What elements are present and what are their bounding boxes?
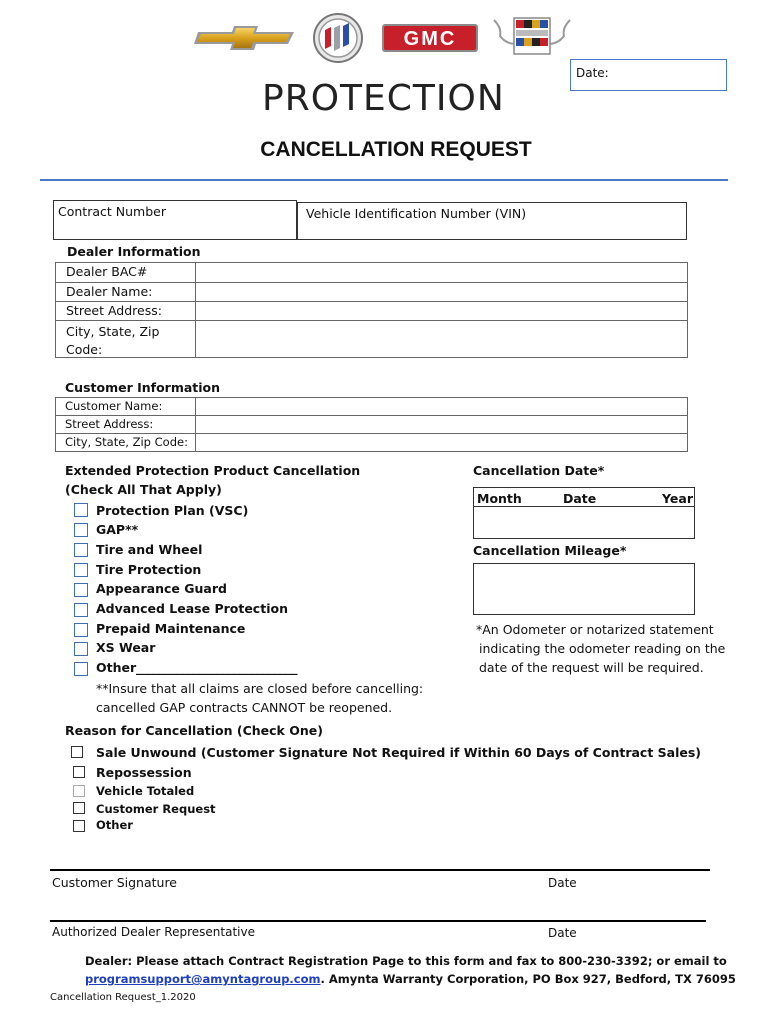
product-label: Prepaid Maintenance [96, 621, 246, 636]
dealer-signature-line[interactable] [50, 920, 706, 922]
buick-logo [312, 12, 364, 64]
checkbox-prepaid-maintenance[interactable] [74, 623, 88, 637]
contract-number-field[interactable] [53, 200, 297, 240]
product-label: Appearance Guard [96, 581, 227, 596]
reason-heading: Reason for Cancellation (Check One) [65, 723, 323, 738]
form-id: Cancellation Request_1.2020 [50, 992, 196, 1003]
product-label: XS Wear [96, 640, 156, 655]
product-label: Other [96, 660, 137, 675]
checkbox-gap[interactable] [74, 523, 88, 537]
cadillac-logo [492, 14, 572, 58]
gap-note-cont: cancelled GAP contracts CANNOT be reopened. [96, 700, 393, 715]
cancellation-date-heading: Cancellation Date* [473, 463, 605, 478]
footer-address: . Amynta Warranty Corporation, PO Box 927, Bedford, TX 76095 [320, 972, 736, 986]
mileage-field[interactable] [473, 563, 695, 615]
checkbox-tire-wheel[interactable] [74, 543, 88, 557]
odometer-note-cont: date of the request will be required. [479, 660, 704, 675]
customer-city-label: City, State, Zip Code: [65, 435, 188, 449]
product-heading: Extended Protection Product Cancellation [65, 463, 361, 478]
dealer-street-input[interactable] [196, 302, 687, 320]
dealer-name-input[interactable] [196, 283, 687, 301]
dealer-city-label-cont: Code: [66, 342, 103, 357]
support-email-link[interactable]: programsupport@amyntagroup.com [85, 972, 321, 986]
mileage-heading: Cancellation Mileage* [473, 543, 627, 558]
date-label: Date: [576, 66, 609, 80]
footer-instructions-cont [85, 972, 736, 986]
checkbox-repossession[interactable] [73, 766, 85, 778]
product-label: Advanced Lease Protection [96, 601, 288, 616]
contract-number-label: Contract Number [58, 204, 166, 219]
odometer-note-cont: indicating the odometer reading on the [479, 641, 726, 656]
dealer-city-label: City, State, Zip [66, 324, 160, 339]
checkbox-other-reason[interactable] [73, 820, 85, 832]
checkbox-appearance-guard[interactable] [74, 583, 88, 597]
customer-signature-label: Customer Signature [52, 875, 177, 890]
gmc-logo [382, 24, 478, 52]
date-header-underline [474, 506, 694, 507]
dealer-name-label: Dealer Name: [66, 284, 153, 299]
dealer-info-heading: Dealer Information [67, 244, 201, 259]
product-label: Tire and Wheel [96, 542, 203, 557]
reason-label: Other [96, 818, 133, 832]
month-label: Month [477, 491, 522, 506]
odometer-note: *An Odometer or notarized statement [476, 622, 714, 637]
product-label: GAP** [96, 522, 139, 537]
dealer-signature-label: Authorized Dealer Representative [52, 925, 255, 939]
reason-label: Customer Request [96, 802, 216, 816]
dealer-bac-label: Dealer BAC# [66, 264, 148, 279]
customer-signature-date-label: Date [548, 876, 577, 890]
checkbox-advanced-lease[interactable] [74, 603, 88, 617]
day-label: Date [563, 491, 597, 506]
reason-label: Vehicle Totaled [96, 784, 195, 798]
dealer-signature-date-label: Date [548, 926, 577, 940]
customer-signature-line[interactable] [50, 869, 710, 871]
protection-title: PROTECTION [262, 78, 505, 119]
reason-label: Repossession [96, 765, 192, 780]
form-title: CANCELLATION REQUEST [260, 138, 532, 161]
dealer-bac-input[interactable] [196, 263, 687, 282]
dealer-street-label: Street Address: [66, 303, 162, 318]
product-label: Tire Protection [96, 562, 202, 577]
other-product-line[interactable]: ____________________________ [136, 660, 297, 675]
customer-name-input[interactable] [196, 398, 687, 415]
title-divider [40, 179, 728, 181]
gap-note: **Insure that all claims are closed before cancelling: [96, 681, 424, 696]
dealer-city-input[interactable] [196, 321, 687, 357]
checkbox-protection-plan[interactable] [74, 503, 88, 517]
product-label: Protection Plan (VSC) [96, 503, 249, 518]
customer-street-label: Street Address: [65, 417, 154, 431]
year-label: Year [662, 491, 693, 506]
checkbox-sale-unwound[interactable] [71, 746, 83, 758]
checkbox-tire-protection[interactable] [74, 563, 88, 577]
customer-city-input[interactable] [196, 434, 687, 451]
checkbox-other-product[interactable] [74, 662, 88, 676]
gmc-logo-text: GMC [403, 28, 457, 50]
customer-info-heading: Customer Information [65, 380, 221, 395]
customer-street-input[interactable] [196, 416, 687, 433]
date-field[interactable] [570, 59, 727, 91]
checkbox-customer-request[interactable] [73, 802, 85, 814]
checkbox-xs-wear[interactable] [74, 642, 88, 656]
vin-label: Vehicle Identification Number (VIN) [306, 206, 527, 221]
customer-name-label: Customer Name: [65, 399, 163, 413]
chevrolet-logo [194, 24, 298, 52]
product-subheading: (Check All That Apply) [65, 482, 222, 497]
reason-label: Sale Unwound (Customer Signature Not Required if Within 60 Days of Contract Sales) [96, 745, 702, 760]
footer-instructions: Dealer: Please attach Contract Registration Page to this form and fax to 800-230-3392; or email to [85, 954, 727, 968]
checkbox-vehicle-totaled[interactable] [73, 785, 85, 797]
vin-field[interactable] [297, 202, 687, 240]
